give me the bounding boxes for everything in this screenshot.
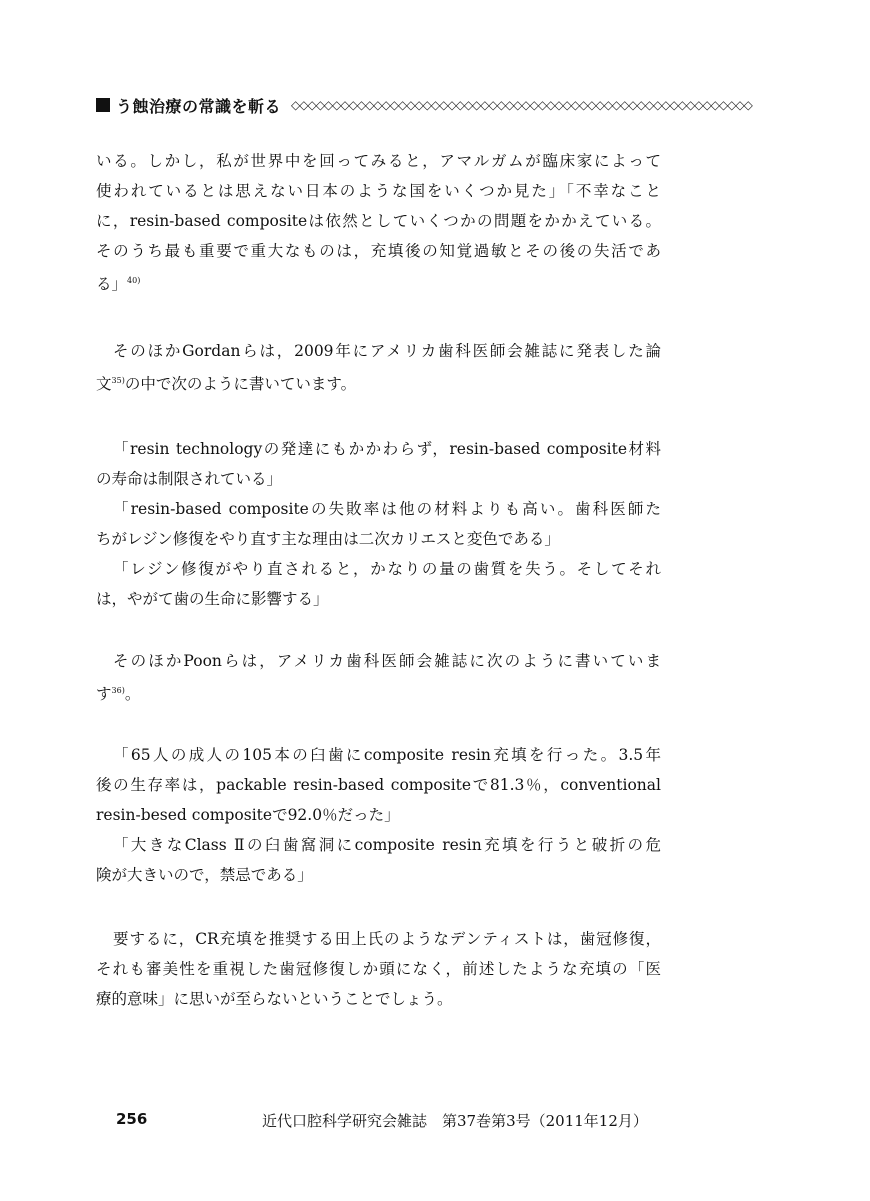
body-line: そのうち最も重要で重大なものは，充填後の知覚過敏とその後の失活であ	[96, 242, 661, 260]
quote-line: 「resin technologyの発達にもかかわらず，resin-based composite材料	[113, 440, 661, 458]
reference-marker: 35)	[111, 376, 125, 385]
reference-marker: 36)	[111, 686, 125, 695]
quote-line: resin-besed compositeで92.0％だった」	[96, 806, 400, 824]
body-line: いる。しかし，私が世界中を回ってみると，アマルガムが臨床家によって	[96, 152, 661, 170]
body-line: る」$^{40)}$	[96, 275, 141, 293]
quote-line: 「大きなClass Ⅱの臼歯窩洞にcomposite resin充填を行うと破折の危	[113, 836, 661, 854]
body-line: そのほかPoonらは，アメリカ歯科医師会雑誌に次のように書いていま	[113, 652, 661, 670]
body-line: 使われているとは思えない日本のような国をいくつか見た」「不幸なこと	[96, 182, 661, 200]
quote-line: 「レジン修復がやり直されると，かなりの量の歯質を失う。そしてそれ	[113, 560, 661, 578]
quote-line: ちがレジン修復をやり直す主な理由は二次カリエスと変色である」	[96, 530, 560, 548]
body-line: に，resin-based compositeは依然としていくつかの問題をかかえている。	[96, 212, 661, 230]
body-line: 要するに，CR充填を推奨する田上氏のようなデンティストは，歯冠修復，	[113, 930, 661, 948]
quote-line: 「65人の成人の105本の臼歯にcomposite resin充填を行った。3.5年	[113, 746, 661, 764]
journal-info: 近代口腔科学研究会雑誌 第37巻第3号（2011年12月）	[262, 1112, 648, 1130]
reference-marker: 40)	[127, 276, 141, 285]
quote-line: の寿命は制限されている」	[96, 470, 283, 488]
body-line: 文$^{35)}$の中で次のように書いています。	[96, 375, 357, 393]
body-line: そのほかGordanらは，2009年にアメリカ歯科医師会雑誌に発表した論	[113, 342, 661, 360]
quote-line: は，やがて歯の生命に影響する」	[96, 590, 329, 608]
body-line: 療的意味」に思いが至らないということでしょう。	[96, 990, 453, 1008]
section-title: う蝕治療の常識を斬る	[116, 96, 282, 116]
body-line: す$^{36)}$。	[96, 685, 141, 703]
quote-line: 「resin-based compositeの失敗率は他の材料よりも高い。歯科医師た	[113, 500, 661, 518]
page-number: 256	[116, 1110, 148, 1128]
section-header	[96, 93, 836, 117]
quote-line: 険が大きいので，禁忌である」	[96, 866, 313, 884]
header-ornament: ◇◇◇◇◇◇◇◇◇◇◇◇◇◇◇◇◇◇◇◇◇◇◇◇◇◇◇◇◇◇◇◇◇◇◇◇◇◇◇◇◇◇◇◇◇◇◇◇◇◇◇◇◇◇◇◇	[291, 98, 752, 112]
quote-line: 後の生存率は，packable resin-based compositeで81.3％，conventional	[96, 776, 661, 794]
black-square-icon	[96, 98, 110, 112]
body-line: それも審美性を重視した歯冠修復しか頭になく，前述したような充填の「医	[96, 960, 661, 978]
